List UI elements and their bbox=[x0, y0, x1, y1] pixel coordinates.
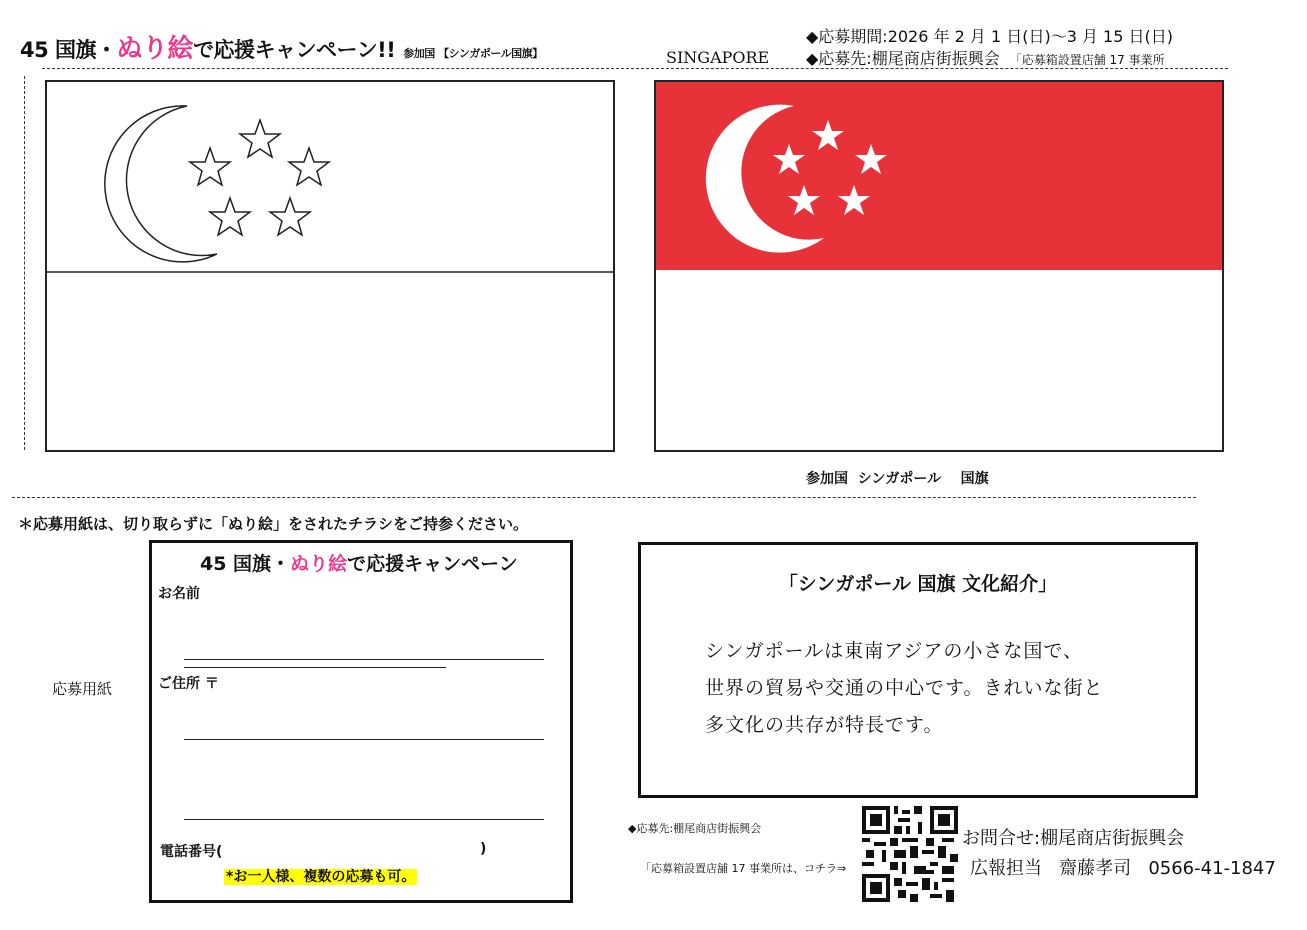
name-field-line[interactable] bbox=[184, 659, 544, 660]
culture-box bbox=[638, 542, 1198, 798]
coloring-flag bbox=[45, 80, 615, 452]
footer-destination: ◆応募先:棚尾商店街振興会 bbox=[628, 822, 762, 835]
culture-title: 「シンガポール 国旗 文化紹介」 bbox=[778, 573, 1058, 595]
address-field-line-2[interactable] bbox=[184, 819, 544, 820]
star-icon bbox=[190, 148, 230, 185]
culture-line: 世界の貿易や交通の中心です。きれいな街と bbox=[705, 677, 1104, 699]
phone-close: ) bbox=[480, 841, 487, 857]
country-name: SINGAPORE bbox=[666, 48, 770, 67]
phone-label: 電話番号( bbox=[160, 844, 223, 860]
qr-code-icon[interactable] bbox=[862, 806, 958, 902]
top-cut-line bbox=[42, 68, 1228, 69]
coloring-flag-outline bbox=[47, 82, 613, 450]
flag-caption: 参加国 シンガポール 国旗 bbox=[806, 471, 989, 487]
application-destination bbox=[806, 46, 1165, 69]
flag-white-band bbox=[656, 270, 1222, 450]
form-title-prefix: 45 国旗・ bbox=[200, 553, 291, 575]
application-period: ◆応募期間:2026 年 2 月 1 日(日)～3 月 15 日(日) bbox=[806, 27, 1173, 46]
contact-info: お問合せ:棚尾商店街振興会 bbox=[962, 828, 1185, 849]
form-note-text: *お一人様、複数の応募も可。 bbox=[226, 869, 416, 885]
form-title-nurie: ぬり絵 bbox=[290, 553, 348, 575]
title-suffix: で応援キャンペーン!! bbox=[193, 38, 396, 62]
star-icon bbox=[210, 198, 250, 235]
title-prefix: 45 国旗・ bbox=[20, 38, 117, 62]
form-note bbox=[224, 866, 417, 886]
name-label: お名前 bbox=[158, 586, 200, 602]
star-icon bbox=[289, 148, 329, 185]
left-cut-line bbox=[24, 76, 25, 450]
name-field-line-2 bbox=[184, 667, 446, 668]
stars-outline-icon bbox=[190, 120, 329, 235]
destination-text: ◆応募先:棚尾商店街振興会 bbox=[806, 49, 1000, 68]
form-side-label: 応募用紙 bbox=[52, 680, 113, 698]
culture-body bbox=[705, 633, 1103, 744]
notice-text: ＊応募用紙は、切り取らずに「ぬり絵」をされたチラシをご持参ください。 bbox=[18, 515, 529, 533]
singapore-flag bbox=[656, 82, 1222, 450]
participant-label: 参加国 【シンガポール国旗】 bbox=[403, 47, 543, 60]
address-label: ご住所 〒 bbox=[158, 676, 219, 692]
footer-stores: 「応募箱設置店舗 17 事業所は、コチラ⇒ bbox=[640, 862, 847, 875]
culture-line: シンガポールは東南アジアの小さな国で、 bbox=[705, 640, 1084, 662]
middle-cut-line bbox=[12, 497, 1196, 498]
application-form bbox=[149, 540, 573, 903]
star-icon bbox=[240, 120, 280, 157]
colored-flag bbox=[654, 80, 1224, 452]
form-title bbox=[200, 549, 518, 576]
destination-sub: 「応募箱設置店舗 17 事業所 bbox=[1009, 53, 1165, 67]
address-field-line[interactable] bbox=[184, 739, 544, 740]
star-icon bbox=[270, 198, 310, 235]
form-title-suffix: で応援キャンペーン bbox=[347, 553, 518, 575]
culture-line: 多文化の共存が特長です。 bbox=[705, 714, 944, 736]
title-nurie: ぬり絵 bbox=[116, 34, 194, 64]
page-title bbox=[20, 28, 543, 65]
contact-person: 広報担当 齋藤孝司 0566-41-1847 bbox=[970, 858, 1276, 879]
